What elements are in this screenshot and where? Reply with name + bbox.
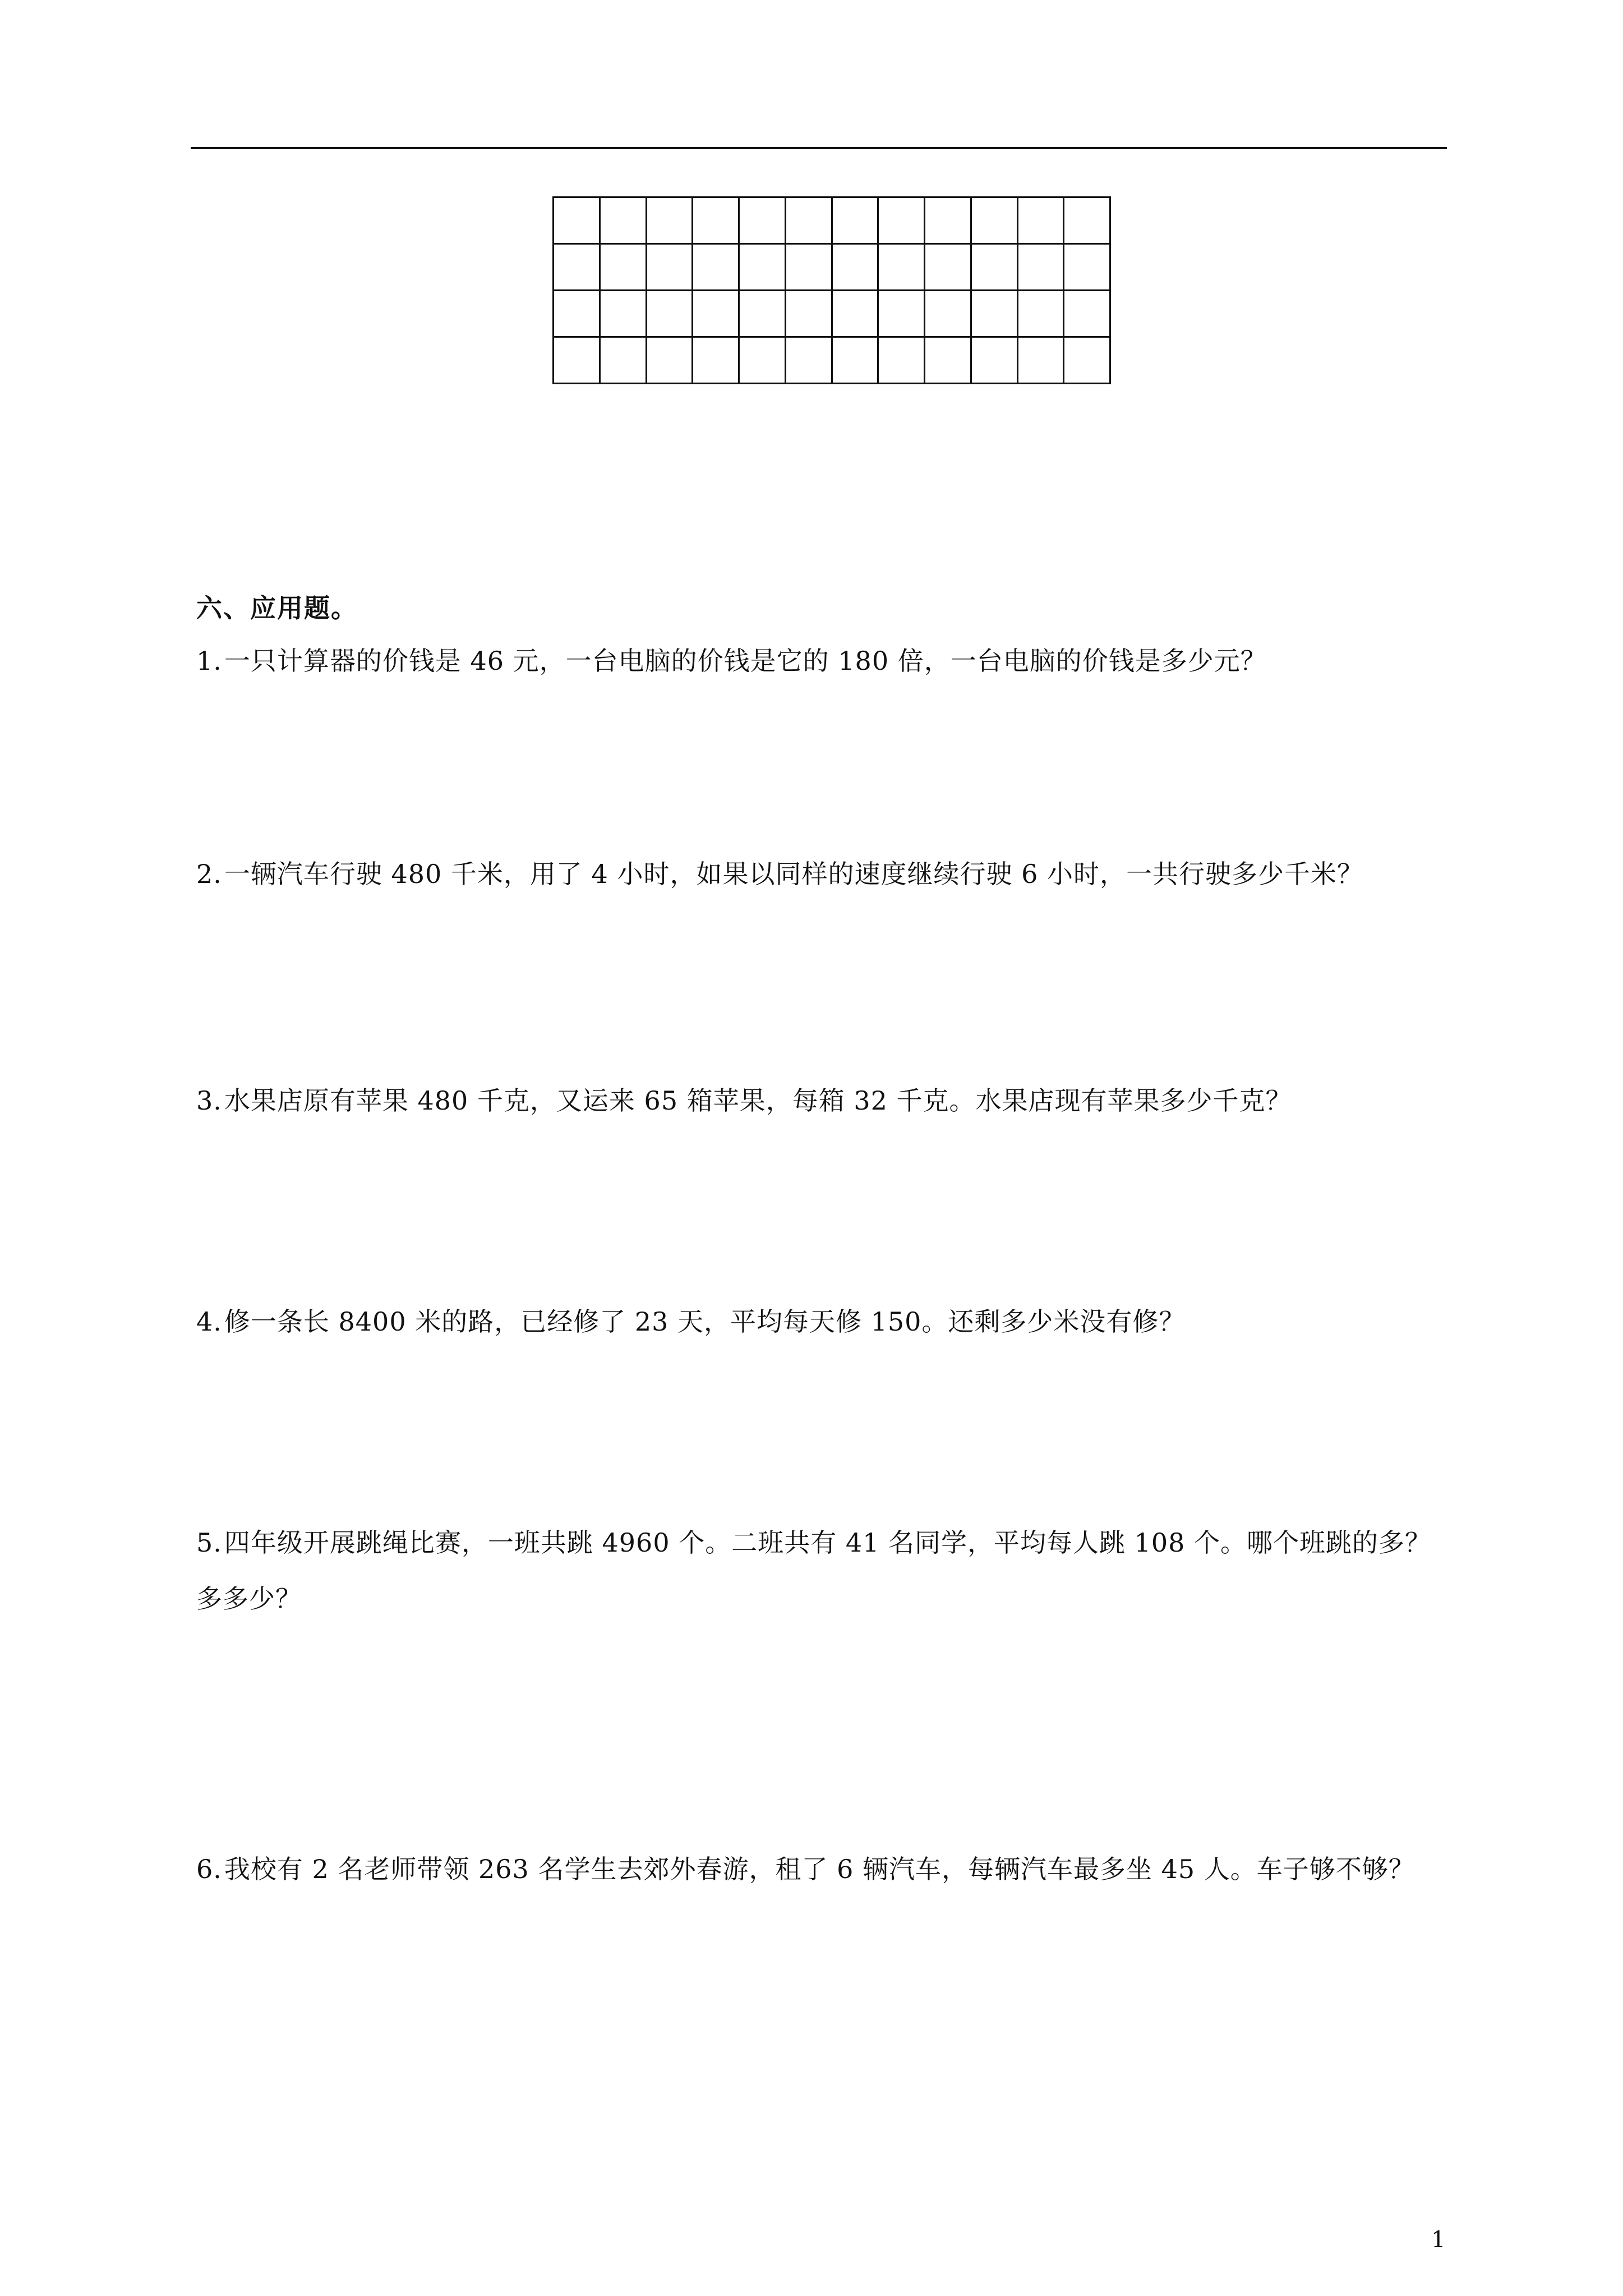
grid-cell[interactable] [646,197,693,244]
grid-cell[interactable] [925,337,971,384]
grid-cell[interactable] [878,244,925,291]
grid-cell[interactable] [739,197,786,244]
grid-cell[interactable] [554,197,600,244]
grid-cell[interactable] [646,337,693,384]
grid-cell[interactable] [739,244,786,291]
question-text: 四年级开展跳绳比赛，一班共跳 4960 个。二班共有 41 名同学，平均每人跳 108 个。哪个班跳的多？多多少？ [196,1527,1432,1614]
question-2 [196,846,1453,902]
grid-cell[interactable] [832,337,878,384]
grid-cell[interactable] [925,291,971,337]
grid-cell[interactable] [693,337,739,384]
grid-cell[interactable] [1064,244,1110,291]
grid-cell[interactable] [925,197,971,244]
grid-cell[interactable] [739,337,786,384]
grid-cell[interactable] [600,291,646,337]
grid-row [554,291,1110,337]
question-number: 3. [196,1085,222,1116]
grid-row [554,337,1110,384]
question-3 [196,1073,1453,1129]
grid-cell[interactable] [554,337,600,384]
grid-cell[interactable] [693,244,739,291]
grid-cell[interactable] [1017,197,1064,244]
question-1 [196,633,1453,689]
question-text: 我校有 2 名老师带领 263 名学生去郊外春游，租了 6 辆汽车，每辆汽车最多坐 45 人。车子够不够？ [224,1854,1415,1884]
grid-cell[interactable] [785,291,832,337]
grid-cell[interactable] [1064,197,1110,244]
grid-cell[interactable] [785,244,832,291]
grid-cell[interactable] [739,291,786,337]
grid-cell[interactable] [832,291,878,337]
question-6 [196,1841,1453,1897]
grid-cell[interactable] [1017,291,1064,337]
grid-cell[interactable] [1017,337,1064,384]
grid-cell[interactable] [878,291,925,337]
section-heading: 六、应用题。 [196,593,358,623]
grid-cell[interactable] [878,197,925,244]
grid-cell[interactable] [832,244,878,291]
grid-cell[interactable] [693,291,739,337]
question-number: 2. [196,859,222,889]
grid-cell[interactable] [554,291,600,337]
question-5 [196,1515,1453,1627]
grid-cell[interactable] [785,197,832,244]
grid-cell[interactable] [554,244,600,291]
grid-row [554,244,1110,291]
grid-cell[interactable] [971,291,1017,337]
grid-cell[interactable] [785,337,832,384]
header-rule [191,147,1447,149]
grid-cell[interactable] [971,337,1017,384]
grid-cell[interactable] [1064,337,1110,384]
question-number: 4. [196,1306,222,1337]
grid-cell[interactable] [878,337,925,384]
grid-cell[interactable] [646,244,693,291]
grid-row [554,197,1110,244]
grid-cell[interactable] [646,291,693,337]
question-number: 1. [196,646,222,676]
question-4 [196,1294,1453,1350]
grid-cell[interactable] [600,244,646,291]
answer-grid [552,196,1111,384]
question-text: 一辆汽车行驶 480 千米，用了 4 小时，如果以同样的速度继续行驶 6 小时，一共行驶多少千米？ [224,859,1363,889]
question-text: 水果店原有苹果 480 千克，又运来 65 箱苹果，每箱 32 千克。水果店现有苹果多少千克？ [224,1085,1292,1116]
grid-cell[interactable] [1017,244,1064,291]
grid-cell[interactable] [971,244,1017,291]
grid-cell[interactable] [600,337,646,384]
question-text: 修一条长 8400 米的路，已经修了 23 天，平均每天修 150。还剩多少米没有修？ [224,1306,1186,1337]
question-text: 一只计算器的价钱是 46 元，一台电脑的价钱是它的 180 倍，一台电脑的价钱是多少元？ [224,646,1267,676]
question-number: 5. [196,1527,222,1558]
page-number: 1 [1431,2227,1446,2253]
grid-cell[interactable] [832,197,878,244]
grid-cell[interactable] [1064,291,1110,337]
grid-cell[interactable] [600,197,646,244]
grid-cell[interactable] [925,244,971,291]
grid-cell[interactable] [971,197,1017,244]
grid-cell[interactable] [693,197,739,244]
question-number: 6. [196,1854,222,1884]
